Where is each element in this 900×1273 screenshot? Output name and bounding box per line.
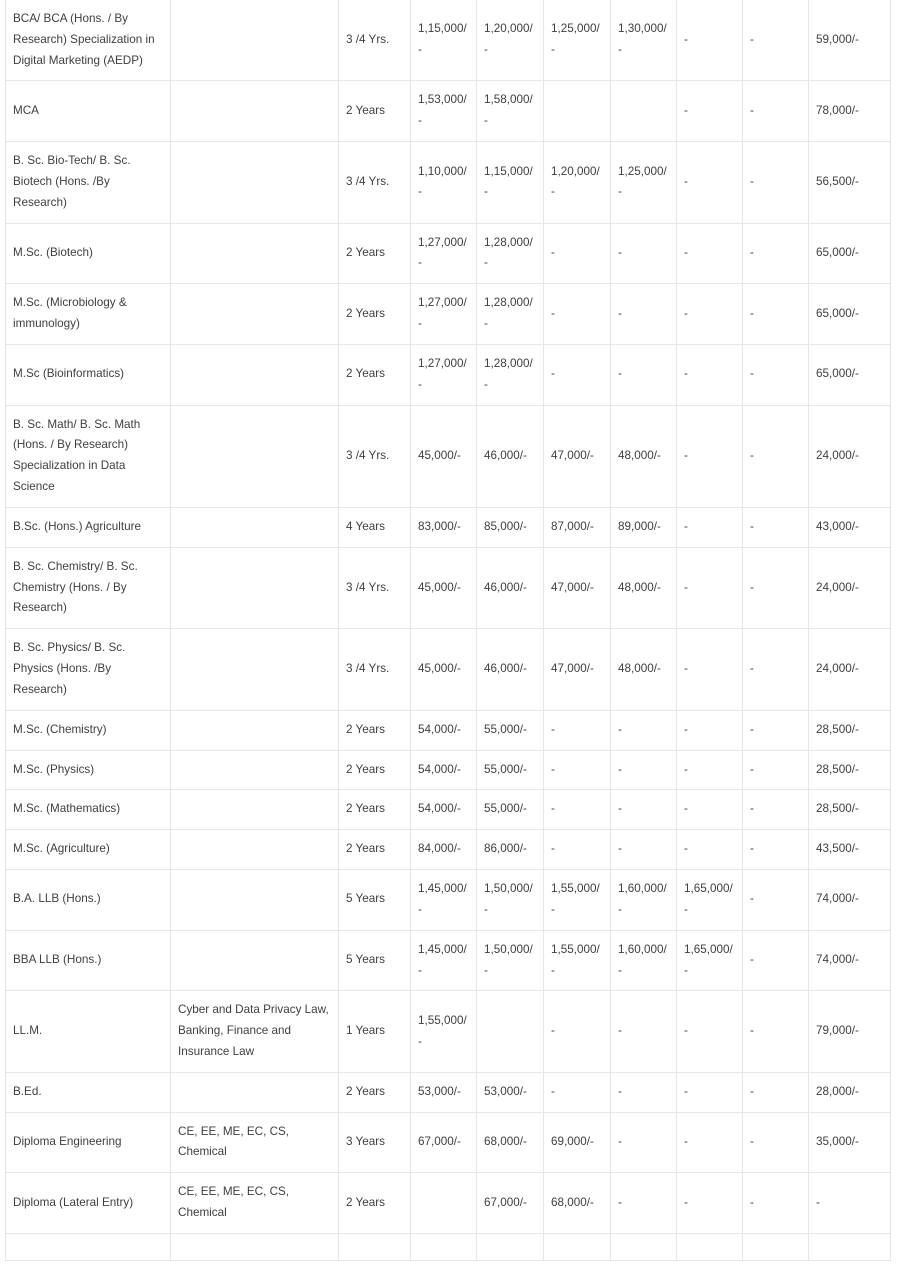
cell-year1: 54,000/- <box>411 710 477 750</box>
cell-year4: - <box>611 830 677 870</box>
cell-year4: - <box>611 1173 677 1234</box>
cell-program: B.Ed. <box>6 1072 171 1112</box>
cell-duration: 3 Years <box>339 1112 411 1173</box>
cell-year4: - <box>611 284 677 345</box>
cell-year2: 67,000/- <box>477 1173 544 1234</box>
cell-specialization <box>171 405 339 507</box>
cell-year2: 1,28,000/- <box>477 223 544 284</box>
table-row <box>6 1112 891 1173</box>
table-row <box>6 223 891 284</box>
cell-year6: - <box>743 284 809 345</box>
cell-year1: 1,45,000/- <box>411 930 477 991</box>
cell-exam-fee: - <box>809 1173 891 1234</box>
cell-year2: 1,20,000/- <box>477 0 544 81</box>
cell-specialization <box>171 930 339 991</box>
cell-year5: 1,65,000/- <box>677 930 743 991</box>
cell-year4: 1,25,000/- <box>611 142 677 223</box>
cell-program: B. Sc. Bio-Tech/ B. Sc. Biotech (Hons. /By Research) <box>6 142 171 223</box>
cell-year3: - <box>544 750 611 790</box>
cell-year1: 1,27,000/- <box>411 284 477 345</box>
cell-year5: - <box>677 0 743 81</box>
cell-duration: 2 Years <box>339 830 411 870</box>
cell-year5: - <box>677 991 743 1072</box>
cell-year6: - <box>743 0 809 81</box>
cell-year3: - <box>544 991 611 1072</box>
cell-exam-fee: 65,000/- <box>809 223 891 284</box>
cell-year6: - <box>743 223 809 284</box>
table-row <box>6 930 891 991</box>
table-row <box>6 991 891 1072</box>
cell-exam-fee: 56,500/- <box>809 142 891 223</box>
cell-program: MCA <box>6 81 171 142</box>
cell-year3: 47,000/- <box>544 405 611 507</box>
cell-duration: 5 Years <box>339 930 411 991</box>
cell-year6: - <box>743 1072 809 1112</box>
table-bottom-partial-row <box>6 1233 891 1260</box>
cell-exam-fee: 28,500/- <box>809 790 891 830</box>
cell-specialization <box>171 344 339 405</box>
cell-program: M.Sc. (Microbiology & immunology) <box>6 284 171 345</box>
cell-exam-fee: 59,000/- <box>809 0 891 81</box>
cell-duration: 4 Years <box>339 507 411 547</box>
cell-exam-fee: 28,500/- <box>809 750 891 790</box>
cell-duration: 2 Years <box>339 344 411 405</box>
cell-year4: 1,60,000/- <box>611 870 677 931</box>
cell-duration: 3 /4 Yrs. <box>339 405 411 507</box>
cell-year3: 1,25,000/- <box>544 0 611 81</box>
cell-program: M.Sc. (Mathematics) <box>6 790 171 830</box>
cell-year1: 1,45,000/- <box>411 870 477 931</box>
cell-year4: - <box>611 750 677 790</box>
cell-year2: 86,000/- <box>477 830 544 870</box>
cell-exam-fee: 78,000/- <box>809 81 891 142</box>
cell-year6: - <box>743 710 809 750</box>
course-fee-structure-table <box>5 0 891 1261</box>
cell-duration: 2 Years <box>339 790 411 830</box>
cell-specialization <box>171 1072 339 1112</box>
cell-duration: 1 Years <box>339 991 411 1072</box>
table-row <box>6 629 891 710</box>
cell-exam-fee: 79,000/- <box>809 991 891 1072</box>
cell-year1: 53,000/- <box>411 1072 477 1112</box>
cell-specialization <box>171 547 339 628</box>
cell-year1: 1,53,000/- <box>411 81 477 142</box>
cell-exam-fee: 74,000/- <box>809 930 891 991</box>
cell-year1: 67,000/- <box>411 1112 477 1173</box>
cell-year4: - <box>611 223 677 284</box>
cell-specialization <box>171 790 339 830</box>
cell-year2: 55,000/- <box>477 710 544 750</box>
cell-year1: 54,000/- <box>411 750 477 790</box>
cell-specialization <box>171 629 339 710</box>
cell-specialization: CE, EE, ME, EC, CS, Chemical <box>171 1112 339 1173</box>
cell-duration: 3 /4 Yrs. <box>339 547 411 628</box>
cell-year5: - <box>677 790 743 830</box>
cell-year5: 1,65,000/- <box>677 870 743 931</box>
cell-exam-fee: 24,000/- <box>809 629 891 710</box>
cell-duration: 2 Years <box>339 1072 411 1112</box>
cell-year3: - <box>544 830 611 870</box>
cell-year5: - <box>677 1112 743 1173</box>
table-row <box>6 344 891 405</box>
cell-year2: 1,28,000/- <box>477 344 544 405</box>
cell-duration: 5 Years <box>339 870 411 931</box>
table-row <box>6 1072 891 1112</box>
cell-year5 <box>677 1233 743 1260</box>
cell-year3: 1,55,000/- <box>544 930 611 991</box>
table-row <box>6 0 891 81</box>
cell-year2: 1,50,000/- <box>477 930 544 991</box>
cell-program: Diploma (Lateral Entry) <box>6 1173 171 1234</box>
cell-year3: 87,000/- <box>544 507 611 547</box>
cell-year3: 1,55,000/- <box>544 870 611 931</box>
cell-specialization <box>171 750 339 790</box>
cell-program: M.Sc (Bioinformatics) <box>6 344 171 405</box>
cell-program: M.Sc. (Chemistry) <box>6 710 171 750</box>
cell-year5: - <box>677 142 743 223</box>
cell-year4: - <box>611 991 677 1072</box>
cell-year6: - <box>743 930 809 991</box>
cell-year1: 45,000/- <box>411 405 477 507</box>
cell-duration <box>339 1233 411 1260</box>
table-row <box>6 1173 891 1234</box>
cell-year1: 1,10,000/- <box>411 142 477 223</box>
cell-year3: 69,000/- <box>544 1112 611 1173</box>
cell-specialization: Cyber and Data Privacy Law, Banking, Finance and Insurance Law <box>171 991 339 1072</box>
cell-program <box>6 1233 171 1260</box>
cell-program: B.Sc. (Hons.) Agriculture <box>6 507 171 547</box>
cell-year5: - <box>677 405 743 507</box>
cell-year2 <box>477 1233 544 1260</box>
cell-specialization <box>171 0 339 81</box>
cell-year3: - <box>544 1072 611 1112</box>
cell-year3: - <box>544 344 611 405</box>
cell-year3 <box>544 1233 611 1260</box>
cell-year5: - <box>677 830 743 870</box>
cell-year5: - <box>677 710 743 750</box>
cell-year6: - <box>743 1112 809 1173</box>
cell-year6: - <box>743 405 809 507</box>
cell-year5: - <box>677 1072 743 1112</box>
cell-year3: - <box>544 790 611 830</box>
cell-year1: 1,55,000/- <box>411 991 477 1072</box>
cell-duration: 2 Years <box>339 710 411 750</box>
cell-program: B.A. LLB (Hons.) <box>6 870 171 931</box>
cell-program: B. Sc. Physics/ B. Sc. Physics (Hons. /By Research) <box>6 629 171 710</box>
cell-year2 <box>477 991 544 1072</box>
cell-duration: 3 /4 Yrs. <box>339 142 411 223</box>
cell-year4: 48,000/- <box>611 629 677 710</box>
cell-year6: - <box>743 991 809 1072</box>
cell-year2: 1,58,000/- <box>477 81 544 142</box>
cell-year1: 45,000/- <box>411 547 477 628</box>
cell-year5: - <box>677 223 743 284</box>
table-row <box>6 547 891 628</box>
cell-year3 <box>544 81 611 142</box>
cell-year5: - <box>677 507 743 547</box>
cell-year1: 45,000/- <box>411 629 477 710</box>
cell-year2: 68,000/- <box>477 1112 544 1173</box>
cell-year6: - <box>743 81 809 142</box>
cell-specialization <box>171 284 339 345</box>
cell-specialization: CE, EE, ME, EC, CS, Chemical <box>171 1173 339 1234</box>
table-row <box>6 870 891 931</box>
cell-exam-fee: 43,500/- <box>809 830 891 870</box>
cell-year5: - <box>677 284 743 345</box>
cell-year3: - <box>544 223 611 284</box>
cell-year5: - <box>677 547 743 628</box>
cell-year4 <box>611 81 677 142</box>
cell-exam-fee: 65,000/- <box>809 284 891 345</box>
cell-year6: - <box>743 870 809 931</box>
cell-year6: - <box>743 750 809 790</box>
cell-exam-fee: 28,500/- <box>809 710 891 750</box>
cell-year6: - <box>743 830 809 870</box>
cell-year4: - <box>611 790 677 830</box>
cell-year6: - <box>743 344 809 405</box>
cell-exam-fee: 65,000/- <box>809 344 891 405</box>
cell-year2: 55,000/- <box>477 750 544 790</box>
cell-year3: 1,20,000/- <box>544 142 611 223</box>
cell-year2: 85,000/- <box>477 507 544 547</box>
cell-year6 <box>743 1233 809 1260</box>
table-row <box>6 710 891 750</box>
cell-exam-fee <box>809 1233 891 1260</box>
cell-specialization <box>171 710 339 750</box>
table-row <box>6 81 891 142</box>
cell-year4: - <box>611 710 677 750</box>
cell-year2: 53,000/- <box>477 1072 544 1112</box>
cell-specialization <box>171 223 339 284</box>
cell-duration: 3 /4 Yrs. <box>339 629 411 710</box>
cell-year6: - <box>743 142 809 223</box>
cell-specialization <box>171 1233 339 1260</box>
cell-year6: - <box>743 1173 809 1234</box>
cell-program: Diploma Engineering <box>6 1112 171 1173</box>
cell-year1: 54,000/- <box>411 790 477 830</box>
cell-year6: - <box>743 507 809 547</box>
cell-year1 <box>411 1233 477 1260</box>
cell-program: BCA/ BCA (Hons. / By Research) Specialization in Digital Marketing (AEDP) <box>6 0 171 81</box>
cell-year2: 1,50,000/- <box>477 870 544 931</box>
cell-specialization <box>171 142 339 223</box>
cell-exam-fee: 24,000/- <box>809 405 891 507</box>
cell-year3: 47,000/- <box>544 629 611 710</box>
cell-year2: 1,28,000/- <box>477 284 544 345</box>
table-row <box>6 405 891 507</box>
table-row <box>6 790 891 830</box>
table-row <box>6 830 891 870</box>
cell-year4: - <box>611 1072 677 1112</box>
cell-year1: 83,000/- <box>411 507 477 547</box>
cell-year4: - <box>611 344 677 405</box>
cell-year2: 46,000/- <box>477 405 544 507</box>
cell-year5: - <box>677 750 743 790</box>
cell-year2: 46,000/- <box>477 547 544 628</box>
cell-exam-fee: 35,000/- <box>809 1112 891 1173</box>
cell-year3: - <box>544 710 611 750</box>
cell-year1: 1,27,000/- <box>411 344 477 405</box>
cell-year3: - <box>544 284 611 345</box>
cell-program: M.Sc. (Physics) <box>6 750 171 790</box>
cell-program: B. Sc. Math/ B. Sc. Math (Hons. / By Research) Specialization in Data Science <box>6 405 171 507</box>
cell-specialization <box>171 870 339 931</box>
cell-year1: 84,000/- <box>411 830 477 870</box>
cell-year5: - <box>677 81 743 142</box>
cell-exam-fee: 24,000/- <box>809 547 891 628</box>
cell-exam-fee: 28,000/- <box>809 1072 891 1112</box>
table-row <box>6 750 891 790</box>
cell-year2: 55,000/- <box>477 790 544 830</box>
cell-year3: 68,000/- <box>544 1173 611 1234</box>
cell-specialization <box>171 81 339 142</box>
cell-year4: 48,000/- <box>611 405 677 507</box>
cell-duration: 2 Years <box>339 81 411 142</box>
table-row <box>6 142 891 223</box>
cell-year4: 48,000/- <box>611 547 677 628</box>
cell-year6: - <box>743 547 809 628</box>
cell-year5: - <box>677 344 743 405</box>
table-row <box>6 284 891 345</box>
cell-year4: - <box>611 1112 677 1173</box>
table-row <box>6 507 891 547</box>
cell-program: BBA LLB (Hons.) <box>6 930 171 991</box>
cell-year2: 46,000/- <box>477 629 544 710</box>
fee-table-body <box>6 0 891 1260</box>
cell-year4 <box>611 1233 677 1260</box>
cell-program: M.Sc. (Agriculture) <box>6 830 171 870</box>
cell-duration: 2 Years <box>339 1173 411 1234</box>
cell-year1: 1,15,000/- <box>411 0 477 81</box>
cell-year6: - <box>743 790 809 830</box>
cell-year6: - <box>743 629 809 710</box>
cell-year3: 47,000/- <box>544 547 611 628</box>
cell-year1: 1,27,000/- <box>411 223 477 284</box>
cell-year4: 1,30,000/- <box>611 0 677 81</box>
cell-duration: 2 Years <box>339 223 411 284</box>
cell-duration: 2 Years <box>339 284 411 345</box>
cell-specialization <box>171 507 339 547</box>
cell-year5: - <box>677 629 743 710</box>
cell-program: M.Sc. (Biotech) <box>6 223 171 284</box>
cell-program: B. Sc. Chemistry/ B. Sc. Chemistry (Hons. / By Research) <box>6 547 171 628</box>
cell-duration: 2 Years <box>339 750 411 790</box>
cell-exam-fee: 43,000/- <box>809 507 891 547</box>
cell-duration: 3 /4 Yrs. <box>339 0 411 81</box>
cell-program: LL.M. <box>6 991 171 1072</box>
cell-exam-fee: 74,000/- <box>809 870 891 931</box>
cell-specialization <box>171 830 339 870</box>
cell-year4: 89,000/- <box>611 507 677 547</box>
cell-year4: 1,60,000/- <box>611 930 677 991</box>
cell-year2: 1,15,000/- <box>477 142 544 223</box>
cell-year5: - <box>677 1173 743 1234</box>
cell-year1 <box>411 1173 477 1234</box>
